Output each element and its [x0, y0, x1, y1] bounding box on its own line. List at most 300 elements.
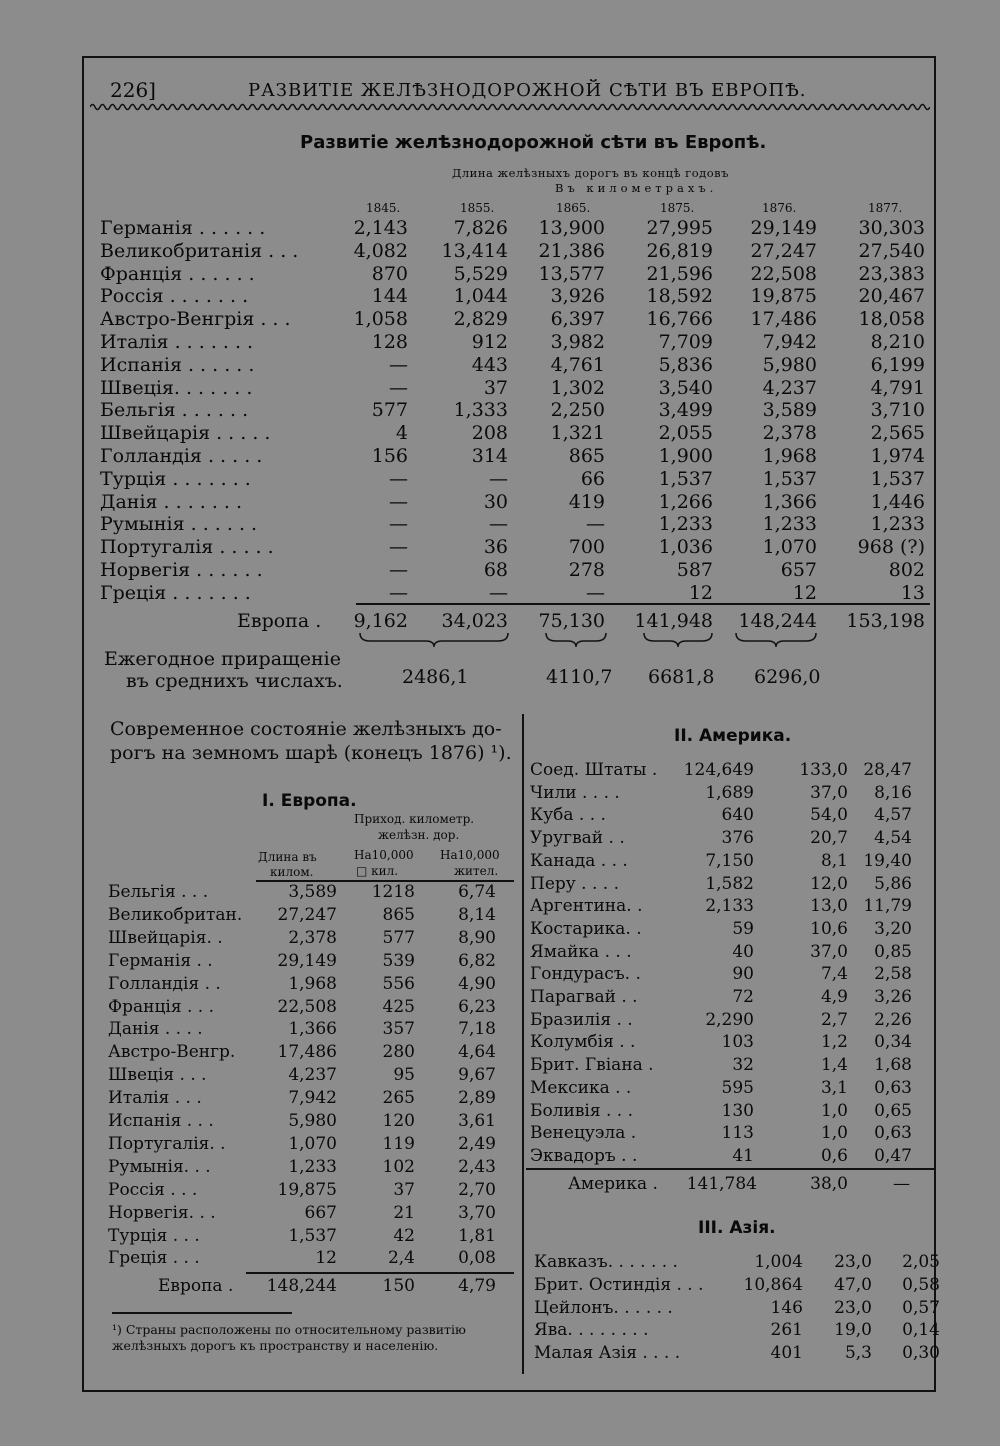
col-head: желѣзн. дор. — [378, 828, 460, 842]
per-pop-cell: 0,63 — [874, 1077, 912, 1098]
per-area-cell: 1,2 — [820, 1032, 848, 1053]
country-name: Уругвай . . — [530, 828, 625, 849]
country-name: Франція . . . . . . — [100, 262, 255, 285]
table-cell: 144 — [371, 285, 408, 308]
table-cell: 18,058 — [858, 308, 925, 331]
length-cell: 12 — [315, 1248, 337, 1269]
table-cell: 1,036 — [658, 536, 713, 559]
country-name: Бельгія . . . — [108, 882, 209, 902]
country-name: Мексика . . — [530, 1077, 632, 1098]
table-cell: — — [389, 559, 408, 581]
table-cell: 700 — [568, 536, 605, 559]
table-cell: 1,446 — [870, 490, 925, 513]
length-cell: 1,070 — [288, 1133, 337, 1154]
length-cell: 72 — [732, 987, 754, 1007]
table-cell: — — [586, 581, 605, 604]
col-head: жител. — [454, 864, 499, 878]
table-cell: 314 — [471, 445, 508, 467]
per-pop-cell: 1,81 — [458, 1225, 496, 1246]
country-name: Кавказъ. . . . . . . — [534, 1252, 678, 1272]
total-rule — [526, 1168, 936, 1170]
per-area-cell: 10,6 — [810, 918, 848, 939]
table-cell: 1,366 — [762, 490, 817, 513]
country-name: Аргентина. . — [530, 896, 643, 917]
per-area-cell: 865 — [382, 904, 415, 925]
table-cell: 13 — [900, 581, 925, 604]
total-label: Европа . — [158, 1276, 234, 1296]
country-name: Перу . . . . — [530, 873, 620, 894]
increment-value: 6296,0 — [754, 666, 821, 688]
length-cell: 401 — [770, 1343, 803, 1364]
total-label: Америка . — [568, 1174, 658, 1194]
length-cell: 40 — [732, 941, 754, 962]
table-cell: 1,900 — [658, 445, 713, 467]
per-area-cell: 8,1 — [820, 850, 848, 871]
country-name: Греція . . . — [108, 1248, 200, 1269]
per-area-cell: 7,4 — [820, 964, 848, 985]
table-cell: 1,070 — [762, 536, 817, 559]
table-cell: 1,302 — [550, 376, 605, 399]
country-name: Австро-Венгр. — [108, 1042, 236, 1063]
length-cell: 3,589 — [288, 882, 337, 902]
per-pop-cell: 2,26 — [874, 1009, 912, 1030]
table-title: Развитіе желѣзнодорожной сѣти въ Европѣ. — [300, 132, 767, 153]
table-cell: 1,233 — [658, 513, 713, 536]
table-cell: 208 — [471, 422, 508, 445]
length-cell: 1,233 — [288, 1156, 337, 1177]
country-name: Гондурасъ. . — [530, 964, 641, 985]
country-name: Португалія. . — [108, 1133, 226, 1154]
country-name: Турція . . . — [108, 1225, 200, 1246]
table-cell: 1,974 — [870, 445, 925, 467]
table-cell: 657 — [780, 559, 817, 581]
table-cell: 968 (?) — [857, 536, 925, 559]
table-cell: — — [489, 581, 508, 604]
per-area-cell: 1,0 — [820, 1123, 848, 1144]
length-cell: 1,004 — [754, 1252, 803, 1272]
length-cell: 146 — [770, 1297, 803, 1318]
table-cell: 21,386 — [538, 239, 605, 262]
length-cell: 2,378 — [288, 927, 337, 948]
year-header: 1865. — [556, 201, 591, 215]
table-cell: 865 — [568, 445, 605, 467]
length-cell: 595 — [721, 1077, 754, 1098]
country-name: Цейлонъ. . . . . . — [534, 1297, 673, 1318]
table-cell: 802 — [888, 559, 925, 581]
length-cell: 1,366 — [288, 1019, 337, 1040]
table-cell: — — [389, 513, 408, 536]
per-pop-cell: 2,58 — [874, 964, 912, 985]
country-name: Брит. Остиндія . . . — [534, 1274, 704, 1295]
table-cell: 577 — [371, 399, 408, 422]
table-cell: 419 — [568, 490, 605, 513]
table-cell: — — [389, 376, 408, 399]
per-pop-cell: 2,89 — [458, 1088, 496, 1109]
table-cell: 1,968 — [762, 445, 817, 467]
per-area-cell: 42 — [393, 1225, 415, 1246]
country-name: Россія . . . . . . . — [100, 285, 249, 308]
country-name: Канада . . . — [530, 850, 628, 871]
per-pop-cell: 2,70 — [458, 1179, 496, 1200]
per-area-cell: 1218 — [371, 882, 415, 902]
table-cell: 30 — [483, 490, 508, 513]
country-name: Данія . . . . — [108, 1019, 203, 1040]
table-cell: 1,321 — [550, 422, 605, 445]
table-cell: 1,266 — [658, 490, 713, 513]
total-cell: 148,244 — [738, 610, 817, 632]
table-cell: 5,836 — [658, 353, 713, 376]
table-cell: 19,875 — [750, 285, 817, 308]
year-header: 1877. — [868, 201, 903, 215]
per-area-cell: 23,0 — [834, 1297, 872, 1318]
col-head: □ кил. — [356, 864, 399, 878]
table-cell: 1,233 — [762, 513, 817, 536]
total-cell: 153,198 — [846, 610, 925, 632]
col-head: Приход. километр. — [354, 812, 475, 826]
per-pop-cell: 6,23 — [458, 996, 496, 1017]
table-cell: 7,942 — [762, 331, 817, 353]
year-header: 1855. — [460, 201, 495, 215]
table-cell: 6,199 — [870, 353, 925, 376]
per-pop-cell: 4,57 — [874, 805, 912, 826]
length-cell: 7,942 — [288, 1088, 337, 1109]
per-area-cell: 37 — [393, 1179, 415, 1200]
per-area-cell: 539 — [382, 950, 415, 971]
per-pop-cell: 0,47 — [874, 1145, 912, 1166]
per-area-cell: 577 — [382, 927, 415, 948]
table-cell: 1,058 — [353, 308, 408, 331]
per-pop-cell: 11,79 — [863, 896, 912, 917]
per-pop-cell: 8,16 — [874, 782, 912, 803]
total-cell: 38,0 — [810, 1174, 848, 1194]
per-area-cell: 21 — [393, 1202, 415, 1223]
length-cell: 1,689 — [705, 782, 754, 803]
country-name: Швеція. . . . . . . — [100, 376, 253, 399]
length-cell: 10,864 — [743, 1274, 803, 1295]
per-area-cell: 280 — [382, 1042, 415, 1063]
country-name: Швейцарія. . — [108, 927, 223, 948]
country-name: Голландія . . . . . — [100, 445, 263, 467]
table-cell: 4,761 — [550, 353, 605, 376]
country-name: Испанія . . . — [108, 1111, 214, 1131]
per-pop-cell: 0,63 — [874, 1123, 912, 1144]
country-name: Великобританія . . . — [100, 239, 299, 262]
per-pop-cell: 0,65 — [874, 1100, 912, 1121]
per-pop-cell: 6,82 — [458, 950, 496, 971]
col-head: На10,000 — [354, 848, 414, 862]
table-cell: 12 — [688, 581, 713, 604]
per-pop-cell: 2,05 — [902, 1252, 940, 1272]
table-cell: 8,210 — [870, 331, 925, 353]
table-cell: 1,044 — [453, 285, 508, 308]
table-cell: 6,397 — [550, 308, 605, 331]
per-area-cell: 2,7 — [820, 1009, 848, 1030]
length-cell: 19,875 — [277, 1179, 337, 1200]
total-cell: 150 — [382, 1276, 415, 1296]
length-cell: 59 — [732, 918, 754, 939]
total-cell: 9,162 — [353, 610, 408, 632]
per-area-cell: 5,3 — [844, 1343, 872, 1364]
table-cell: 3,982 — [550, 331, 605, 353]
country-name: Греція . . . . . . . — [100, 581, 251, 604]
table-cell: 21,596 — [646, 262, 713, 285]
table-cell: 16,766 — [646, 308, 713, 331]
length-cell: 29,149 — [277, 950, 337, 971]
country-name: Франція . . . — [108, 996, 214, 1017]
table-cell: 4,237 — [762, 376, 817, 399]
table-cell: 5,529 — [453, 262, 508, 285]
per-area-cell: 12,0 — [810, 873, 848, 894]
table-cell: 5,980 — [762, 353, 817, 376]
per-pop-cell: 19,40 — [863, 850, 912, 871]
country-name: Румынія . . . . . . — [100, 513, 258, 536]
page-number: 226] — [110, 78, 156, 102]
per-pop-cell: 28,47 — [863, 760, 912, 780]
length-cell: 41 — [732, 1145, 754, 1166]
total-cell: 4,79 — [458, 1276, 496, 1296]
table-cell: 4,791 — [870, 376, 925, 399]
per-area-cell: 425 — [382, 996, 415, 1017]
per-area-cell: 1,4 — [820, 1055, 848, 1076]
table-cell: 37 — [483, 376, 508, 399]
country-name: Испанія . . . . . . — [100, 353, 255, 376]
country-name: Данія . . . . . . . — [100, 490, 243, 513]
table-cell: 20,467 — [858, 285, 925, 308]
table-cell: 4 — [395, 422, 408, 445]
country-name: Норвегія. . . — [108, 1202, 216, 1223]
length-cell: 2,290 — [705, 1009, 754, 1030]
length-cell: 7,150 — [705, 850, 754, 871]
total-rule — [246, 1272, 514, 1274]
table-cell: 12 — [792, 581, 817, 604]
per-pop-cell: 1,68 — [874, 1055, 912, 1076]
length-cell: 1,537 — [288, 1225, 337, 1246]
table-cell: 7,826 — [453, 217, 508, 239]
length-cell: 4,237 — [288, 1065, 337, 1086]
per-pop-cell: 7,18 — [458, 1019, 496, 1040]
country-name: Турція . . . . . . . — [100, 467, 251, 490]
table-cell: 128 — [371, 331, 408, 353]
per-area-cell: 23,0 — [834, 1252, 872, 1272]
per-area-cell: 120 — [382, 1111, 415, 1131]
length-cell: 17,486 — [277, 1042, 337, 1063]
country-name: Ямайка . . . — [530, 941, 632, 962]
table-cell: — — [489, 513, 508, 536]
length-cell: 2,133 — [705, 896, 754, 917]
column-divider — [522, 714, 524, 1374]
length-cell: 130 — [721, 1100, 754, 1121]
country-name: Швеція . . . — [108, 1065, 207, 1086]
country-name: Колумбія . . — [530, 1032, 636, 1053]
per-pop-cell: 0,34 — [874, 1032, 912, 1053]
table-cell: 3,589 — [762, 399, 817, 422]
per-area-cell: 0,6 — [820, 1145, 848, 1166]
table-cell: — — [489, 467, 508, 490]
per-pop-cell: 4,64 — [458, 1042, 496, 1063]
table-cell: 1,333 — [453, 399, 508, 422]
per-area-cell: 556 — [382, 973, 415, 994]
table-cell: 26,819 — [646, 239, 713, 262]
asia-title: III. Азія. — [698, 1218, 776, 1238]
country-name: Чили . . . . — [530, 782, 620, 803]
length-cell: 32 — [732, 1055, 754, 1076]
per-pop-cell: 0,30 — [902, 1343, 940, 1364]
wavy-rule — [90, 100, 930, 114]
country-name: Румынія. . . — [108, 1156, 211, 1177]
country-name: Португалія . . . . . — [100, 536, 274, 559]
country-name: Италія . . . — [108, 1088, 202, 1109]
section-heading: Современное состояніе желѣзныхъ до- — [110, 718, 502, 740]
country-name: Костарика. . — [530, 918, 642, 939]
table-cell: 68 — [483, 559, 508, 581]
table-units: Въ километрахъ. — [555, 181, 718, 195]
table-cell: 2,565 — [870, 422, 925, 445]
country-name: Италія . . . . . . . — [100, 331, 254, 353]
country-name: Голландія . . — [108, 973, 221, 994]
table-cell: 3,926 — [550, 285, 605, 308]
table-cell: 1,537 — [870, 467, 925, 490]
table-cell: — — [389, 490, 408, 513]
table-cell: 3,540 — [658, 376, 713, 399]
country-name: Соед. Штаты . — [530, 760, 658, 780]
length-cell: 1,968 — [288, 973, 337, 994]
length-cell: 22,508 — [277, 996, 337, 1017]
country-name: Венецуэла . — [530, 1123, 637, 1144]
year-header: 1845. — [366, 201, 401, 215]
country-name: Эквадоръ . . — [530, 1145, 638, 1166]
length-cell: 1,582 — [705, 873, 754, 894]
table-cell: 7,709 — [658, 331, 713, 353]
country-name: Великобритан. — [108, 904, 243, 925]
col-head: Длина въ — [258, 850, 317, 864]
increment-value: 2486,1 — [402, 666, 469, 688]
table-cell: 3,499 — [658, 399, 713, 422]
table-cell: 27,247 — [750, 239, 817, 262]
per-area-cell: 265 — [382, 1088, 415, 1109]
per-pop-cell: 3,20 — [874, 918, 912, 939]
per-area-cell: 1,0 — [820, 1100, 848, 1121]
per-area-cell: 13,0 — [810, 896, 848, 917]
per-area-cell: 357 — [382, 1019, 415, 1040]
per-area-cell: 4,9 — [820, 987, 848, 1007]
per-pop-cell: 4,90 — [458, 973, 496, 994]
length-cell: 113 — [721, 1123, 754, 1144]
increment-value: 6681,8 — [648, 666, 715, 688]
per-area-cell: 2,4 — [387, 1248, 415, 1269]
country-name: Австро-Венгрія . . . — [100, 308, 291, 331]
country-name: Боливія . . . — [530, 1100, 634, 1121]
table-cell: — — [389, 581, 408, 604]
per-area-cell: 3,1 — [820, 1077, 848, 1098]
table-cell: 443 — [471, 353, 508, 376]
total-cell: 75,130 — [538, 610, 605, 632]
country-name: Ява. . . . . . . . — [534, 1320, 649, 1341]
country-name: Норвегія . . . . . . — [100, 559, 263, 581]
per-pop-cell: 4,54 — [874, 828, 912, 849]
section-heading: рогъ на земномъ шарѣ (конецъ 1876) ¹). — [110, 742, 512, 764]
country-name: Россія . . . — [108, 1179, 198, 1200]
length-cell: 124,649 — [683, 760, 754, 780]
per-area-cell: 119 — [382, 1133, 415, 1154]
length-cell: 27,247 — [277, 904, 337, 925]
per-area-cell: 47,0 — [834, 1274, 872, 1295]
table-cell: 23,383 — [858, 262, 925, 285]
table-subtitle: Длина желѣзныхъ дорогъ въ концѣ годовъ — [452, 166, 729, 180]
per-pop-cell: 0,58 — [902, 1274, 940, 1295]
europe-title: I. Европа. — [262, 791, 357, 811]
per-area-cell: 19,0 — [834, 1320, 872, 1341]
table-cell: 13,900 — [538, 217, 605, 239]
country-name: Парагвай . . — [530, 987, 638, 1007]
length-cell: 667 — [304, 1202, 337, 1223]
year-header: 1875. — [660, 201, 695, 215]
per-pop-cell: 5,86 — [874, 873, 912, 894]
length-cell: 90 — [732, 964, 754, 985]
length-cell: 640 — [721, 805, 754, 826]
table-cell: 13,414 — [441, 239, 508, 262]
per-area-cell: 95 — [393, 1065, 415, 1086]
per-area-cell: 37,0 — [810, 941, 848, 962]
per-pop-cell: 0,85 — [874, 941, 912, 962]
total-cell: 141,784 — [686, 1174, 757, 1194]
table-cell: 27,540 — [858, 239, 925, 262]
table-cell: 18,592 — [646, 285, 713, 308]
per-pop-cell: 9,67 — [458, 1065, 496, 1086]
table-cell: 22,508 — [750, 262, 817, 285]
table-cell: 1,233 — [870, 513, 925, 536]
increment-label: въ среднихъ числахъ. — [126, 670, 343, 692]
table-cell: — — [586, 513, 605, 536]
total-cell: 148,244 — [266, 1276, 337, 1296]
per-area-cell: 102 — [382, 1156, 415, 1177]
table-cell: 2,829 — [453, 308, 508, 331]
country-name: Брит. Гвіана . — [530, 1055, 654, 1076]
table-cell: 66 — [580, 467, 605, 490]
table-cell: — — [389, 353, 408, 376]
country-name: Бразилія . . — [530, 1009, 633, 1030]
total-cell: — — [893, 1174, 910, 1194]
total-label: Европа . — [237, 610, 322, 632]
country-name: Куба . . . — [530, 805, 606, 826]
per-pop-cell: 3,26 — [874, 987, 912, 1007]
per-pop-cell: 0,57 — [902, 1297, 940, 1318]
table-cell: 587 — [676, 559, 713, 581]
country-name: Бельгія . . . . . . — [100, 399, 249, 422]
country-name: Швейцарія . . . . . — [100, 422, 271, 445]
footnote-rule — [112, 1312, 292, 1314]
increment-label: Ежегодное приращеніе — [104, 648, 341, 670]
per-area-cell: 20,7 — [810, 828, 848, 849]
table-cell: 1,537 — [658, 467, 713, 490]
table-cell: — — [389, 536, 408, 559]
table-cell: 278 — [568, 559, 605, 581]
table-cell: 30,303 — [858, 217, 925, 239]
country-name: Германія . . — [108, 950, 213, 971]
footnote: ¹) Страны расположены по относительному развитію желѣзныхъ дорогъ къ пространству и населенію. — [112, 1322, 466, 1353]
total-rule — [356, 603, 930, 605]
per-area-cell: 133,0 — [799, 760, 848, 780]
table-cell: 29,149 — [750, 217, 817, 239]
length-cell: 261 — [770, 1320, 803, 1341]
col-head: килом. — [270, 865, 314, 879]
per-pop-cell: 8,90 — [458, 927, 496, 948]
table-cell: 156 — [371, 445, 408, 467]
per-pop-cell: 3,70 — [458, 1202, 496, 1223]
increment-value: 4110,7 — [546, 666, 613, 688]
table-cell: 912 — [471, 331, 508, 353]
per-pop-cell: 0,14 — [902, 1320, 940, 1341]
year-header: 1876. — [762, 201, 797, 215]
